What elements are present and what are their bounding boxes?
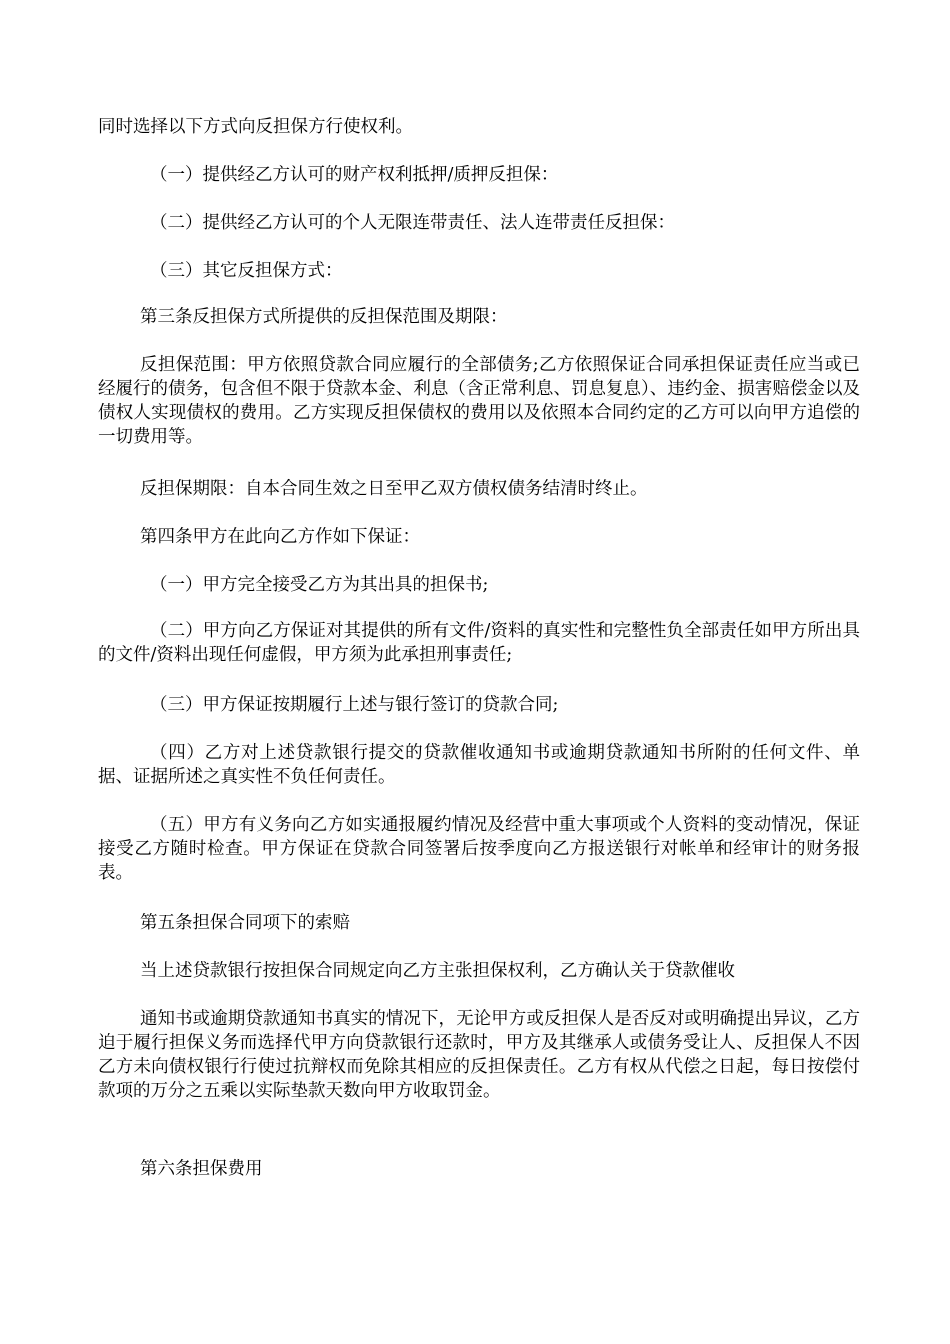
paragraph-4: （三）其它反担保方式： [150,261,343,281]
paragraph-4-3: （三）甲方保证按期履行上述与银行签订的贷款合同; [150,695,559,715]
paragraph-5-1: 当上述贷款银行按担保合同规定向乙方主张担保权利，乙方确认关于贷款催收 [140,961,735,981]
article-4-heading: 第四条甲方在此向乙方作如下保证： [140,527,420,547]
paragraph-guarantee-scope: 反担保范围：甲方依照贷款合同应履行的全部债务;乙方依照保证合同承担保证责任应当或已经履行的债务，包含但不限于贷款本金、利息（含正常利息、罚息复息）、违约金、损害赔偿金以及债权人实现债权的费用。乙方实现反担保债权的费用以及依照本合同约定的乙方可以向甲方追偿的一切费用等。 [98,355,860,447]
paragraph-4-5: （五）甲方有义务向乙方如实通报履约情况及经营中重大事项或个人资料的变动情况，保证接受乙方随时检查。甲方保证在贷款合同签署后按季度向乙方报送银行对帐单和经审计的财务报表。 [98,815,860,883]
paragraph-4-4: （四）乙方对上述贷款银行提交的贷款催收通知书或逾期贷款通知书所附的任何文件、单据、证据所述之真实性不负任何责任。 [98,743,860,787]
article-6-heading: 第六条担保费用 [140,1159,263,1179]
paragraph-3: （二）提供经乙方认可的个人无限连带责任、法人连带责任反担保： [150,213,675,233]
paragraph-guarantee-term: 反担保期限：自本合同生效之日至甲乙双方债权债务结清时终止。 [140,479,648,499]
paragraph-4-1: （一）甲方完全接受乙方为其出具的担保书; [150,575,489,595]
paragraph-2: （一）提供经乙方认可的财产权利抵押/质押反担保： [150,165,559,185]
article-3-heading: 第三条反担保方式所提供的反担保范围及期限： [140,307,508,327]
article-5-heading: 第五条担保合同项下的索赔 [140,913,350,933]
paragraph-5-2: 通知书或逾期贷款通知书真实的情况下，无论甲方或反担保人是否反对或明确提出异议，乙方迫于履行担保义务而选择代甲方向贷款银行还款时，甲方及其继承人或债务受让人、反担保人不因乙方未向债权银行行使过抗辩权而免除其相应的反担保责任。乙方有权从代偿之日起，每日按偿付款项的万分之五乘以实际垫款天数向甲方收取罚金。 [98,1009,860,1101]
paragraph-4-2: （二）甲方向乙方保证对其提供的所有文件/资料的真实性和完整性负全部责任如甲方所出具的文件/资料出现任何虚假，甲方须为此承担刑事责任; [98,621,860,665]
paragraph-1: 同时选择以下方式向反担保方行使权利。 [98,117,413,137]
